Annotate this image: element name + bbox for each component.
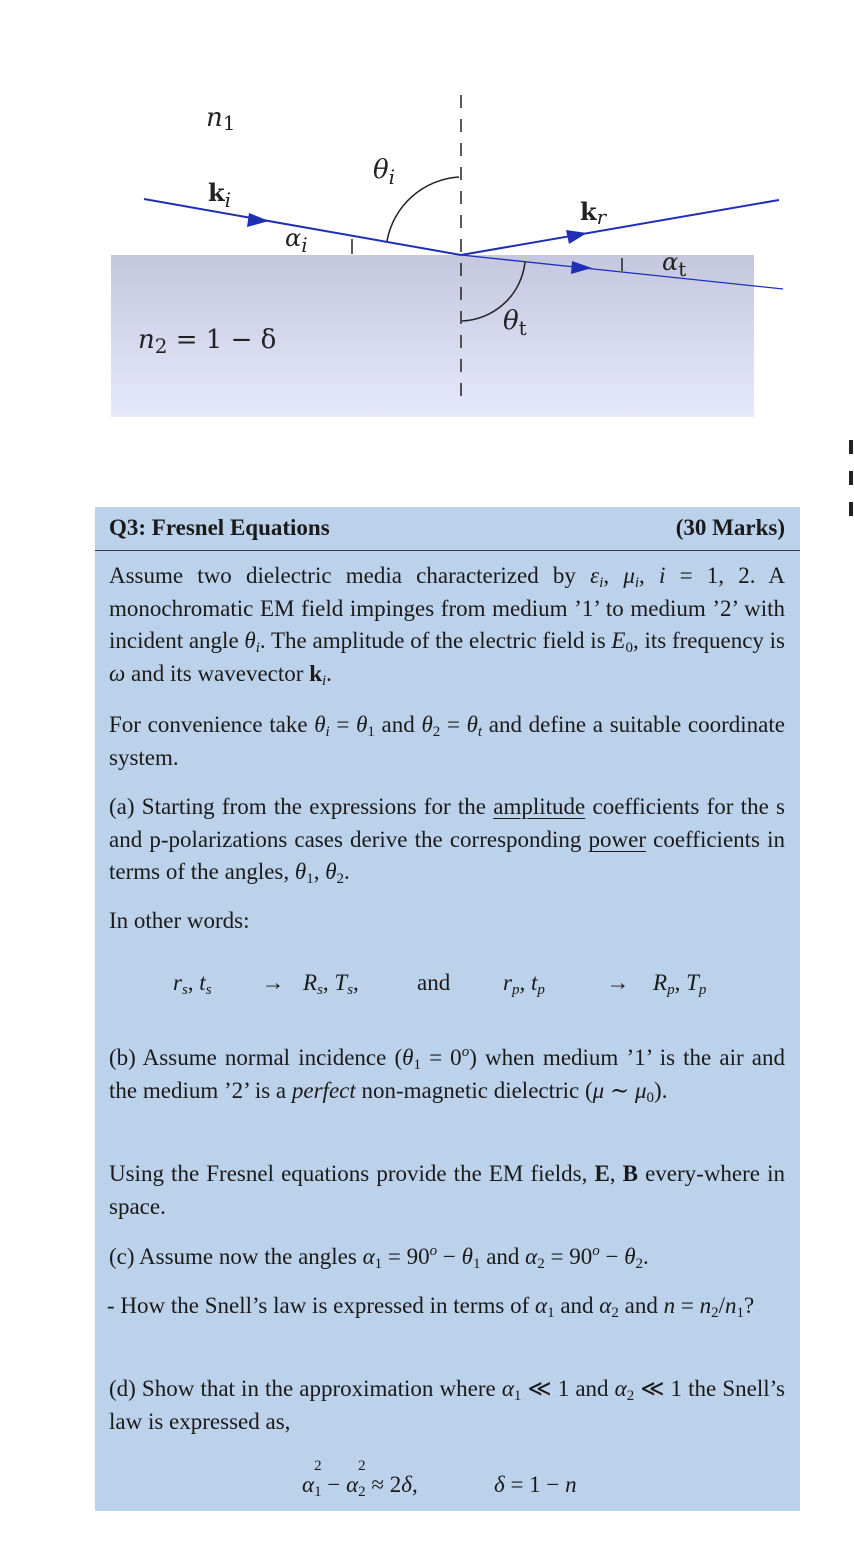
intro-paragraph: Assume two dielectric media characterized by $\varepsilon_i$, $\mu_i$, i = 1, 2. A monochromatic EM field impinges from medium ’1’ to medium ’2’ with incident angle $\theta_i$. The amplitude of the electric field is $E_0$, its frequency is ω and its wavevector $k_i$. bbox=[109, 563, 786, 689]
margin-mark bbox=[849, 471, 853, 485]
theta-t-label: $\theta_t$ bbox=[503, 306, 527, 340]
question-marks: (30 Marks) bbox=[675, 515, 785, 540]
part-c-paragraph: (c) Assume now the angles $\alpha_1 = 90^o - \theta_1$ and $\alpha_2 = 90^o - \theta_2$. bbox=[109, 1243, 649, 1272]
question-header bbox=[95, 507, 800, 551]
theta-i-label: $\theta_i$ bbox=[373, 155, 396, 189]
alpha-i-label: $\alpha_i$ bbox=[285, 224, 308, 257]
reflected-ray bbox=[461, 200, 779, 255]
alpha-t-label: $\alpha_t$ bbox=[662, 248, 687, 281]
refraction-diagram bbox=[0, 0, 854, 470]
part-a-paragraph: (a) Starting from the expressions for the amplitude coefficients for the s and p-polarizations cases derive the corresponding power coefficients in terms of the angles, $\theta_1$, $\theta_2$. bbox=[109, 794, 785, 887]
coefficient-mapping: $r_s$, $t_s \to R_s$, $T_s$, and $r_p$, $t_p \to R_p$, $T_p$ bbox=[173, 970, 707, 998]
convenience-paragraph: For convenience take $\theta_i = \theta_1$ and $\theta_2 = \theta_t$ and define a suitable coordinate system. bbox=[109, 712, 785, 770]
snell-question-paragraph: - How the Snell’s law is expressed in terms of $\alpha_1$ and $\alpha_2$ and $n = n_2/n_1$? bbox=[107, 1293, 755, 1321]
fresnel-fields-paragraph: Using the Fresnel equations provide the EM fields, E, B every-where in space. bbox=[109, 1161, 786, 1219]
question-box bbox=[95, 507, 800, 1511]
theta-i-arc bbox=[387, 177, 459, 241]
medium-2-label: n2 = 1 − δ bbox=[138, 325, 277, 358]
incident-arrow bbox=[247, 213, 269, 227]
medium-1-label: n1 bbox=[206, 103, 236, 135]
margin-mark bbox=[849, 502, 853, 516]
reflected-arrow bbox=[566, 230, 587, 244]
margin-mark bbox=[849, 440, 853, 454]
margin-marks bbox=[849, 440, 854, 533]
k-r-label: kr bbox=[580, 197, 607, 229]
k-i-label: $k_i$ bbox=[208, 178, 232, 212]
in-other-words: In other words: bbox=[109, 908, 250, 933]
part-d-paragraph: (d) Show that in the approximation where $\alpha_1$ ≪ 1 and $\alpha_2$ ≪ 1 the Snell’s law is expressed as, bbox=[109, 1376, 785, 1434]
snell-approximation: α $_{2 1}$ − α $_{2 2}$ ≈ 2δ, δ = 1 − n bbox=[302, 1458, 577, 1500]
question-title: Q3: Fresnel Equations bbox=[109, 515, 330, 540]
part-b-paragraph: (b) Assume normal incidence $(\theta_1 = 0^o)$ when medium ’1’ is the air and the medium ’2’ is a perfect non-magnetic dielectric (μ ∼ $\mu_0$). bbox=[109, 1044, 785, 1106]
